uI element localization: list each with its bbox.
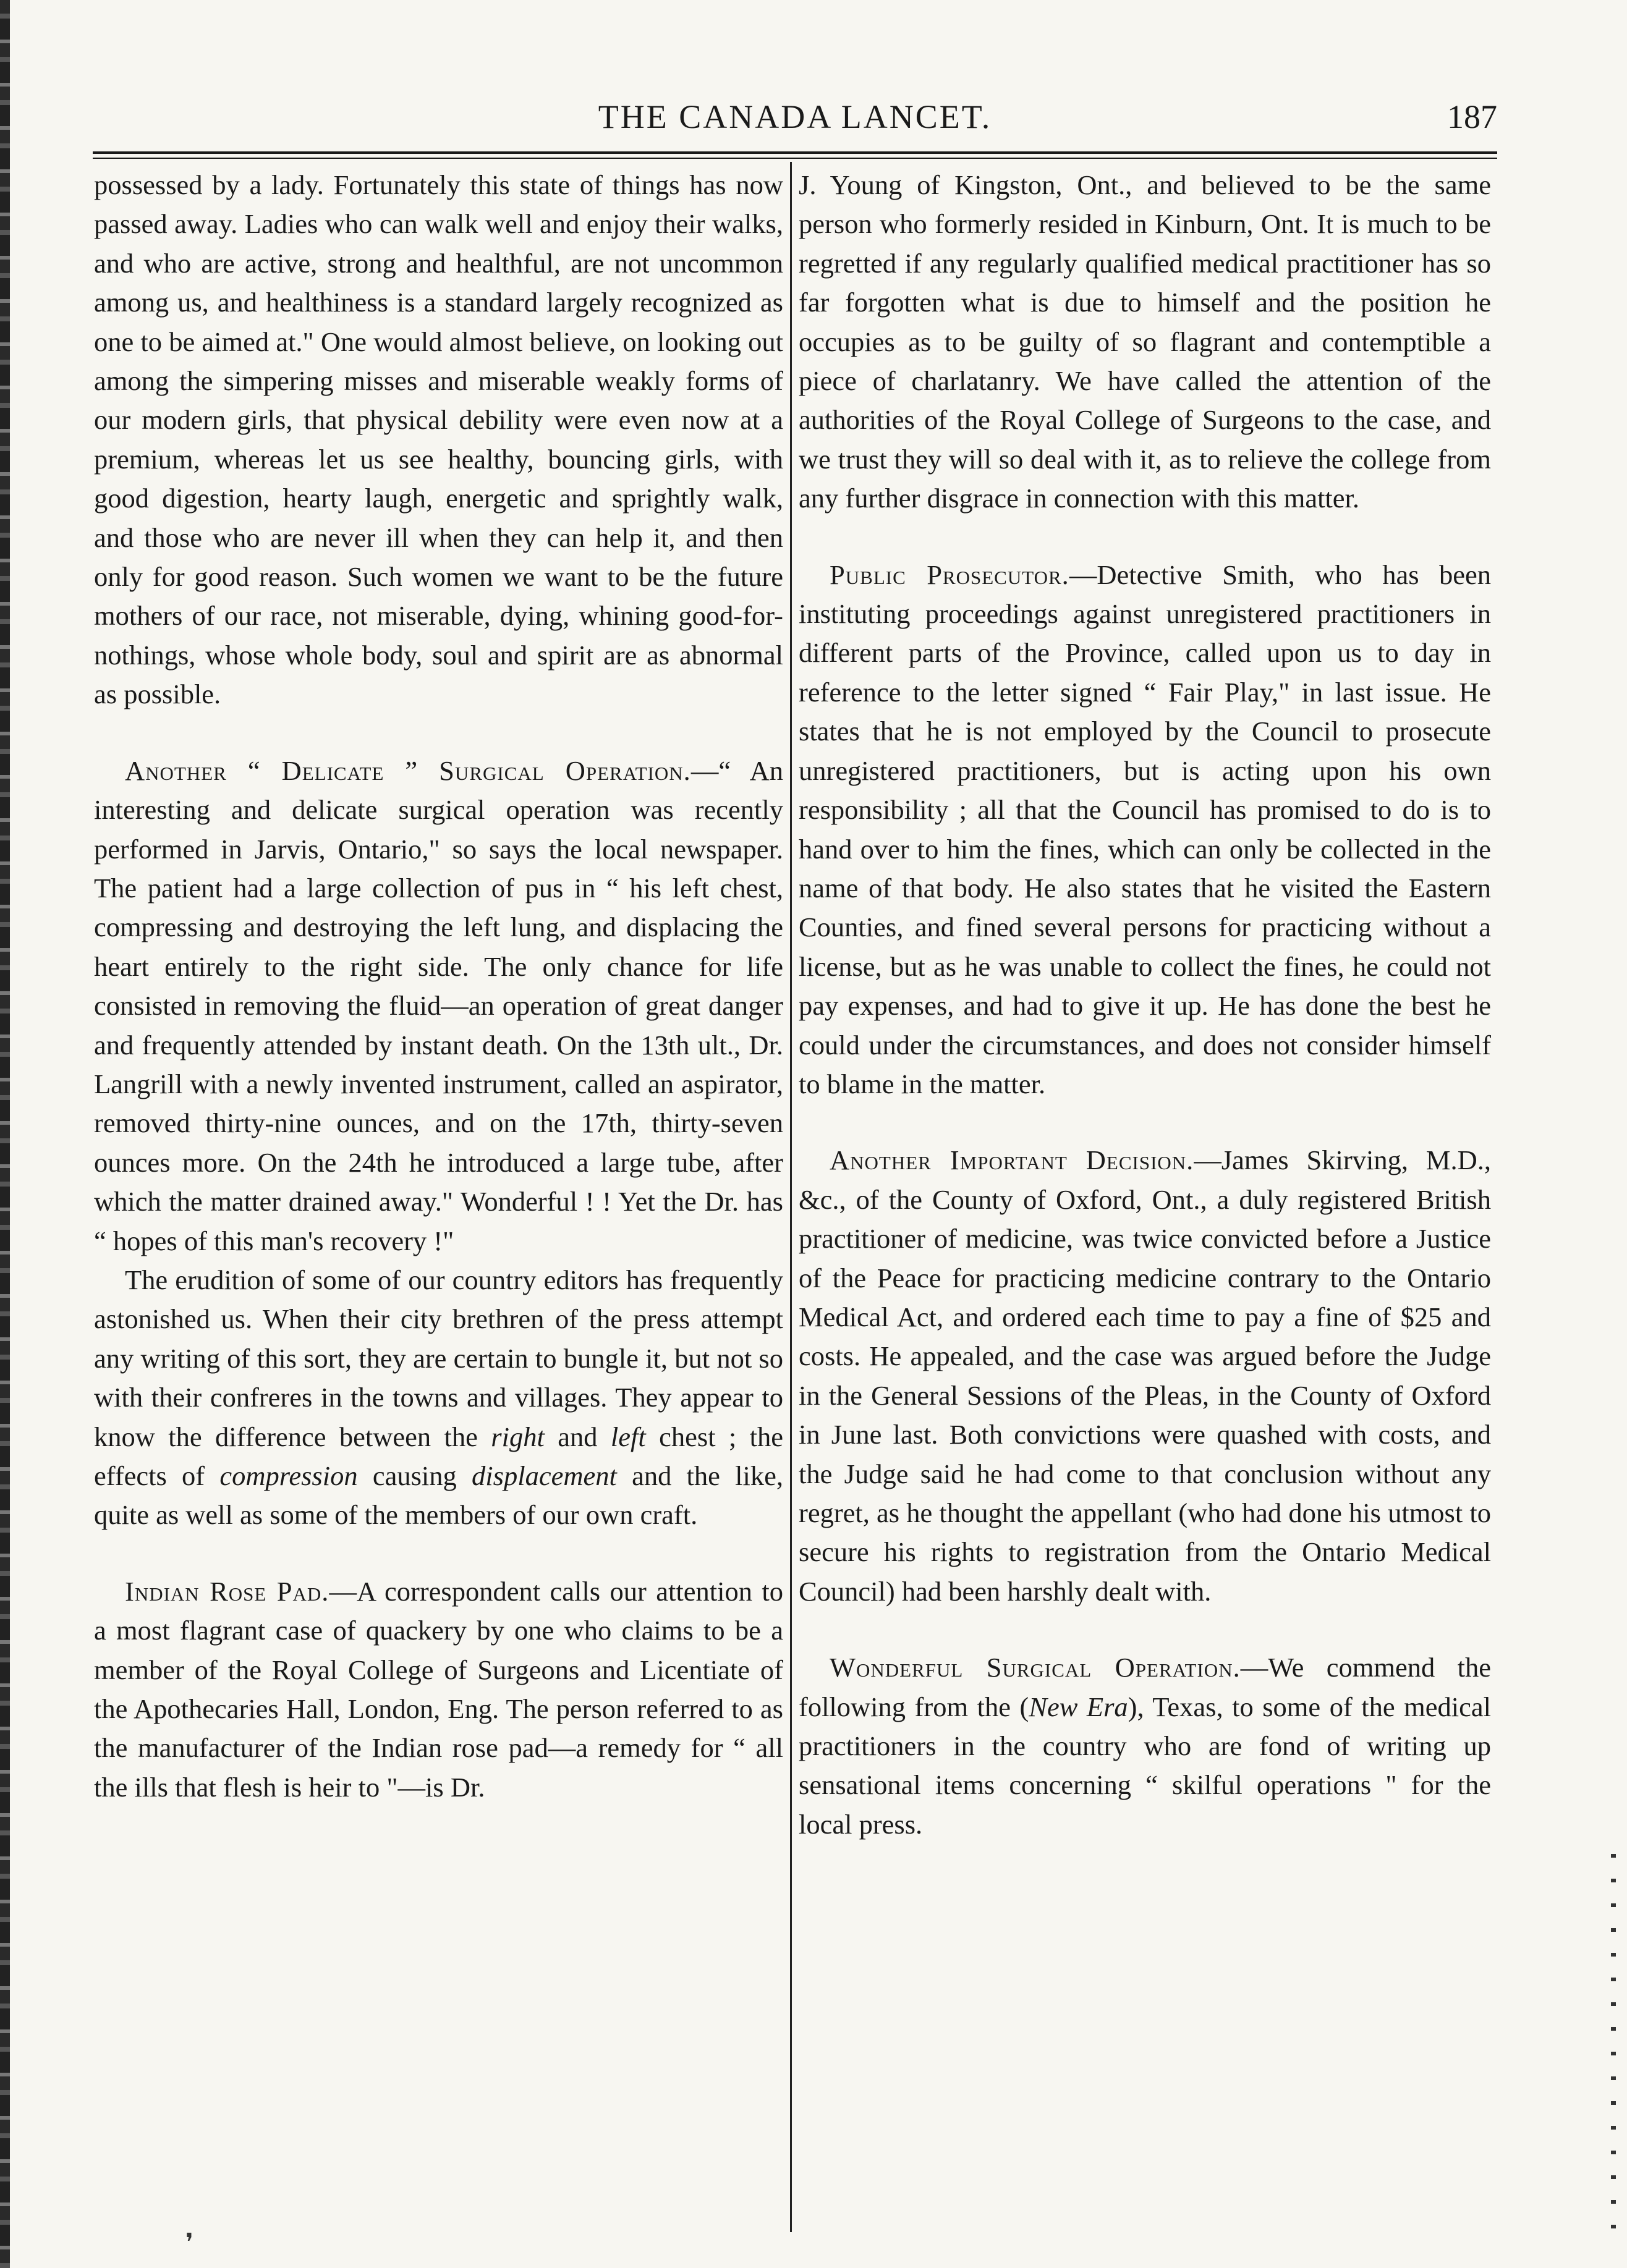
italic-left: left — [610, 1421, 646, 1452]
print-blemish-mark: ❜ — [185, 2228, 193, 2256]
article-public-prosecutor — [799, 556, 1491, 1104]
article-heading: Wonderful Surgical Operation. — [830, 1652, 1241, 1683]
column-divider — [790, 162, 792, 2232]
article-delicate-operation — [94, 751, 783, 1261]
header-rule — [93, 151, 1497, 159]
italic-displacement: displacement — [472, 1460, 617, 1491]
running-header — [93, 98, 1497, 147]
article-body: —“ An interesting and delicate surgical operation was recently performed in Jarvis, Ontario," so says the local newspaper. The patient had a large collection of pus in “ his left chest, compressing and destroying the left lung, and displacing the heart entirely to the right side. The only chance for life consisted in removing the fluid—an operation of great danger and frequently attended by instant death. On the 13th ult., Dr. Langrill with a newly invented instrument, called an aspirator, removed thirty-nine ounces, and on the 17th, thirty-seven ounces more. On the 24th he introduced a large tube, after which the matter drained away." Wonderful ! ! Yet the Dr. has “ hopes of this man's recovery !" — [94, 755, 783, 1256]
right-paragraph-continuation: J. Young of Kingston, Ont., and believed to be the same person who formerly resided in Kinburn, Ont. It is much to be regretted if any regularly qualified medical practitioner has so far forgotten what is due to himself and the position he occupies as to be guilty of so flagrant and contemptible a piece of charlatanry. We have called the attention of the authorities of the Royal College of Surgeons to the case, and we trust they will so deal with it, as to relieve the college from any further disgrace in connection with this matter. — [799, 169, 1491, 514]
article-heading: Public Prosecutor. — [830, 559, 1069, 590]
article-delicate-operation-comment: The erudition of some of our country editors has frequently astonished us. When their city brethren of the press attempt any writing of this sort, they are certain to bungle it, but not so with their confreres in the towns and villages. They appear to know the difference between the right and left chest ; the effects of compression causing displacement and the like, quite as well as some of the members of our own craft. — [94, 1264, 784, 1531]
article-important-decision — [799, 1141, 1491, 1611]
page-binding-edge — [0, 0, 10, 2268]
article-heading: Another “ Delicate ” Surgical Operation. — [125, 755, 691, 786]
article-body: —James Skirving, M.D., &c., of the County of Oxford, Ont., a duly registered British practitioner of medicine, was twice convicted before a Justice of the Peace for practicing medicine contrary to the Ontario Medical Act, and ordered each time to pay a fine of $25 and costs. He appealed, and the case was argued before the Judge in the General Sessions of the Pleas, in the County of Oxford in June last. Both convictions were quashed with costs, and the Judge said he had come to that conclusion without any regret, as he thought the appellant (who had done his utmost to secure his rights to registration from the Ontario Medical Council) had been harshly dealt with. — [799, 1145, 1491, 1607]
article-body: —Detective Smith, who has been instituting proceedings against unregistered practitioners in different parts of the Province, called upon us to day in reference to the letter signed “ Fair Play," in last issue. He states that he is not employed by the Council to prosecute unregistered practitioners, but is acting upon his own responsibility ; all that the Council has promised to do is to hand over to him the fines, which can only be collected in the name of that body. He also states that he visited the Eastern Counties, and fined several persons for practicing without a license, but as he was unable to collect the fines, he could not pay expenses, and had to give it up. He has done the best he could under the circumstances, and does not consider himself to blame in the matter. — [799, 559, 1491, 1099]
right-column — [799, 166, 1491, 1844]
left-paragraph-continuation: possessed by a lady. Fortunately this state of things has now passed away. Ladies who can walk well and enjoy their walks, and who are active, strong and healthful, are not uncommon among us, and healthiness is a standard largely recognized as one to be aimed at." One would almost believe, on looking out among the simpering misses and miserable weakly forms of our modern girls, that physical debility were even now at a premium, whereas let us see healthy, bouncing girls, with good digestion, hearty laugh, energetic and sprightly walk, and those who are never ill when they can help it, and then only for good reason. Such women we want to be the future mothers of our race, not miserable, dying, whining good-for-nothings, whose whole body, soul and spirit are as abnormal as possible. — [94, 169, 783, 710]
italic-compression: compression — [219, 1460, 358, 1491]
italic-new-era: New Era — [1029, 1691, 1128, 1722]
article-body: —A correspondent calls our attention to a most flagrant case of quackery by one who claims to be a member of the Royal College of Surgeons and Licentiate of the Apothecaries Hall, London, Eng. The person referred to as the manufacturer of the Indian rose pad—a remedy for “ all the ills that flesh is heir to "—is Dr. — [94, 1575, 783, 1803]
left-column — [94, 166, 783, 1807]
article-heading: Indian Rose Pad. — [125, 1575, 329, 1607]
article-heading: Another Important Decision. — [830, 1145, 1194, 1176]
page-number: 187 — [1447, 98, 1497, 135]
article-indian-rose-pad — [94, 1572, 783, 1807]
scan-edge-marks — [1611, 1854, 1616, 2249]
article-wonderful-operation: Wonderful Surgical Operation.—We commend the following from the (New Era), Texas, to some of the medical practitioners in the country who are fond of writing up sensational items concerning “ skilful operations " for the local press. — [799, 1652, 1491, 1840]
journal-title: THE CANADA LANCET. — [598, 98, 992, 135]
italic-right: right — [491, 1421, 545, 1452]
